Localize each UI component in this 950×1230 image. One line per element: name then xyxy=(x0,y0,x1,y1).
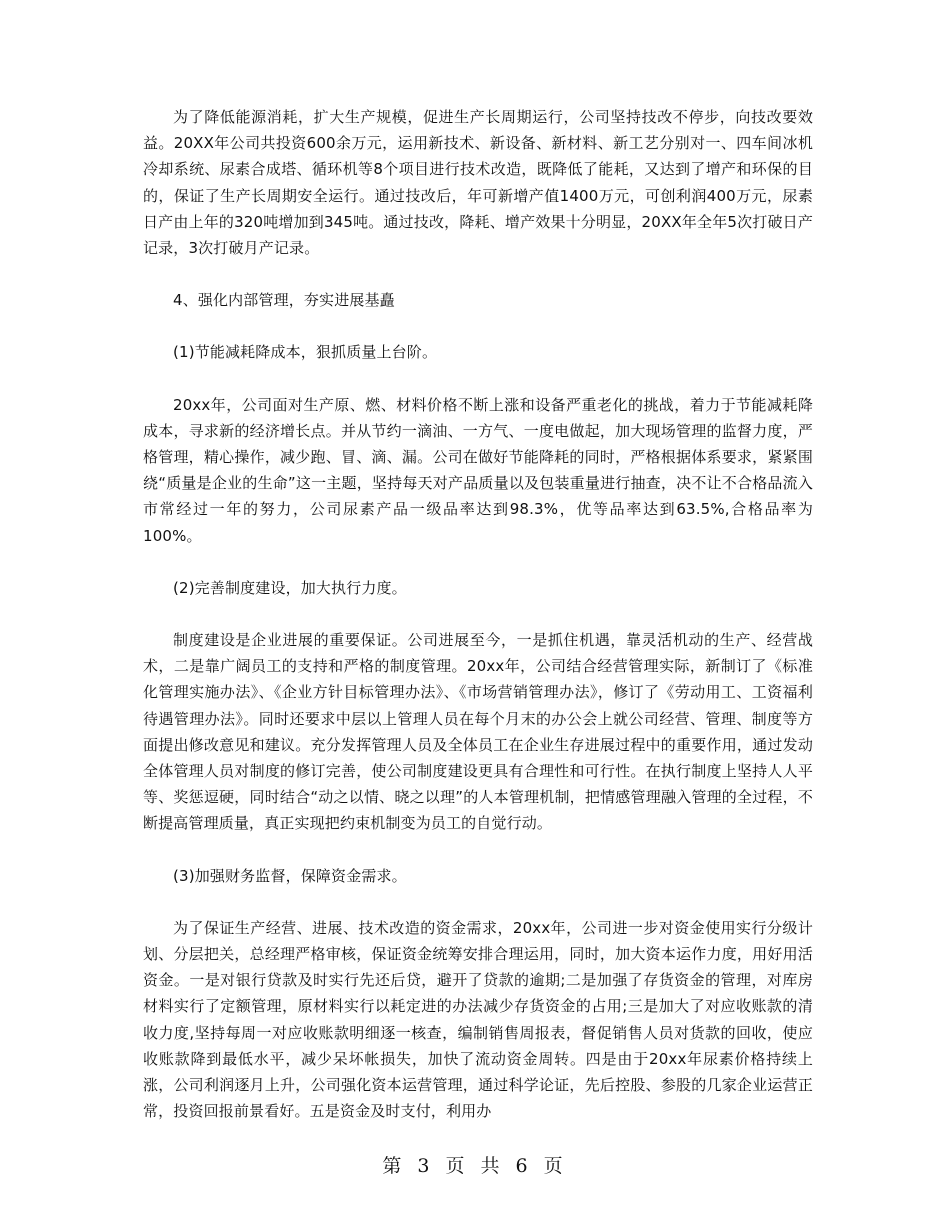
subheading-energy-saving: (1)节能减耗降成本，狠抓质量上台阶。 xyxy=(173,343,438,362)
section-heading-internal-management: 4、强化内部管理，夯实进展基矗 xyxy=(173,291,395,310)
paragraph-tech-upgrade: 为了降低能源消耗，扩大生产规模，促进生产长周期运行，公司坚持技改不停步，向技改要效益。20XX年公司共投资600余万元，运用新技术、新设备、新材料、新工艺分别对一、四车间冰机冷却系统、尿素合成塔、循环机等8个项目进行技术改造，既降低了能耗，又达到了增产和环保的目的，保证了生产长周期安全运行。通过技改后，年可新增产值1400万元，可创利润400万元，尿素日产由上年的320吨增加到345吨。通过技改，降耗、增产效果十分明显，20XX年全年5次打破日产记录，3次打破月产记录。 xyxy=(143,108,813,258)
paragraph-energy-saving: 20xx年，公司面对生产原、燃、材料价格不断上涨和设备严重老化的挑战，着力于节能减耗降成本，寻求新的经济增长点。并从节约一滴油、一方气、一度电做起，加大现场管理的监督力度，严格管理，精心操作，减少跑、冒、滴、漏。公司在做好节能降耗的同时，严格根据体系要求，紧紧围绕“质量是企业的生命”这一主题，坚持每天对产品质量以及包装重量进行抽查，决不让不合格品流入市常经过一年的努力，公司尿素产品一级品率达到98.3%，优等品率达到63.5%,合格品率为100%。 xyxy=(143,395,813,545)
paragraph-system-building: 制度建设是企业进展的重要保证。公司进展至今，一是抓住机遇，靠灵活机动的生产、经营战术，二是靠广阔员工的支持和严格的制度管理。20xx年，公司结合经营管理实际，新制订了《标准化管理实施办法》、《企业方针目标管理办法》、《市场营销管理办法》，修订了《劳动用工、工资福利待遇管理办法》。同时还要求中层以上管理人员在每个月末的办公会上就公司经营、管理、制度等方面提出修改意见和建议。充分发挥管理人员及全体员工在企业生存进展过程中的重要作用，通过发动全体管理人员对制度的修订完善，使公司制度建设更具有合理性和可行性。在执行制度上坚持人人平等、奖惩逗硬，同时结合“动之以情、晓之以理”的人本管理机制，把情感管理融入管理的全过程，不断提高管理质量，真正实现把约束机制变为员工的自觉行动。 xyxy=(143,631,813,833)
document-body xyxy=(143,104,813,1125)
subheading-financial-supervision: (3)加强财务监督，保障资金需求。 xyxy=(173,866,407,885)
paragraph-financial-supervision: 为了保证生产经营、进展、技术改造的资金需求，20xx年，公司进一步对资金使用实行分级计划、分层把关，总经理严格审核，保证资金统筹安排合理运用，同时，加大资本运作力度，用好用活资金。一是对银行贷款及时实行先还后贷，避开了贷款的逾期;二是加强了存货资金的管理，对库房材料实行了定额管理，原材料实行以耗定进的办法减少存货资金的占用;三是加大了对应收账款的清收力度,坚持每周一对应收账款明细逐一核查，编制销售周报表，督促销售人员对货款的回收，使应收账款降到最低水平，减少呆坏帐损失，加快了流动资金周转。四是由于20xx年尿素价格持续上涨，公司利润逐月上升，公司强化资本运营管理，通过科学论证，先后控股、参股的几家企业运营正常，投资回报前景看好。五是资金及时支付，利用办 xyxy=(143,918,813,1121)
page-number-footer: 第 3 页 共 6 页 xyxy=(382,1155,568,1177)
subheading-system-building: (2)完善制度建设，加大执行力度。 xyxy=(173,578,407,597)
